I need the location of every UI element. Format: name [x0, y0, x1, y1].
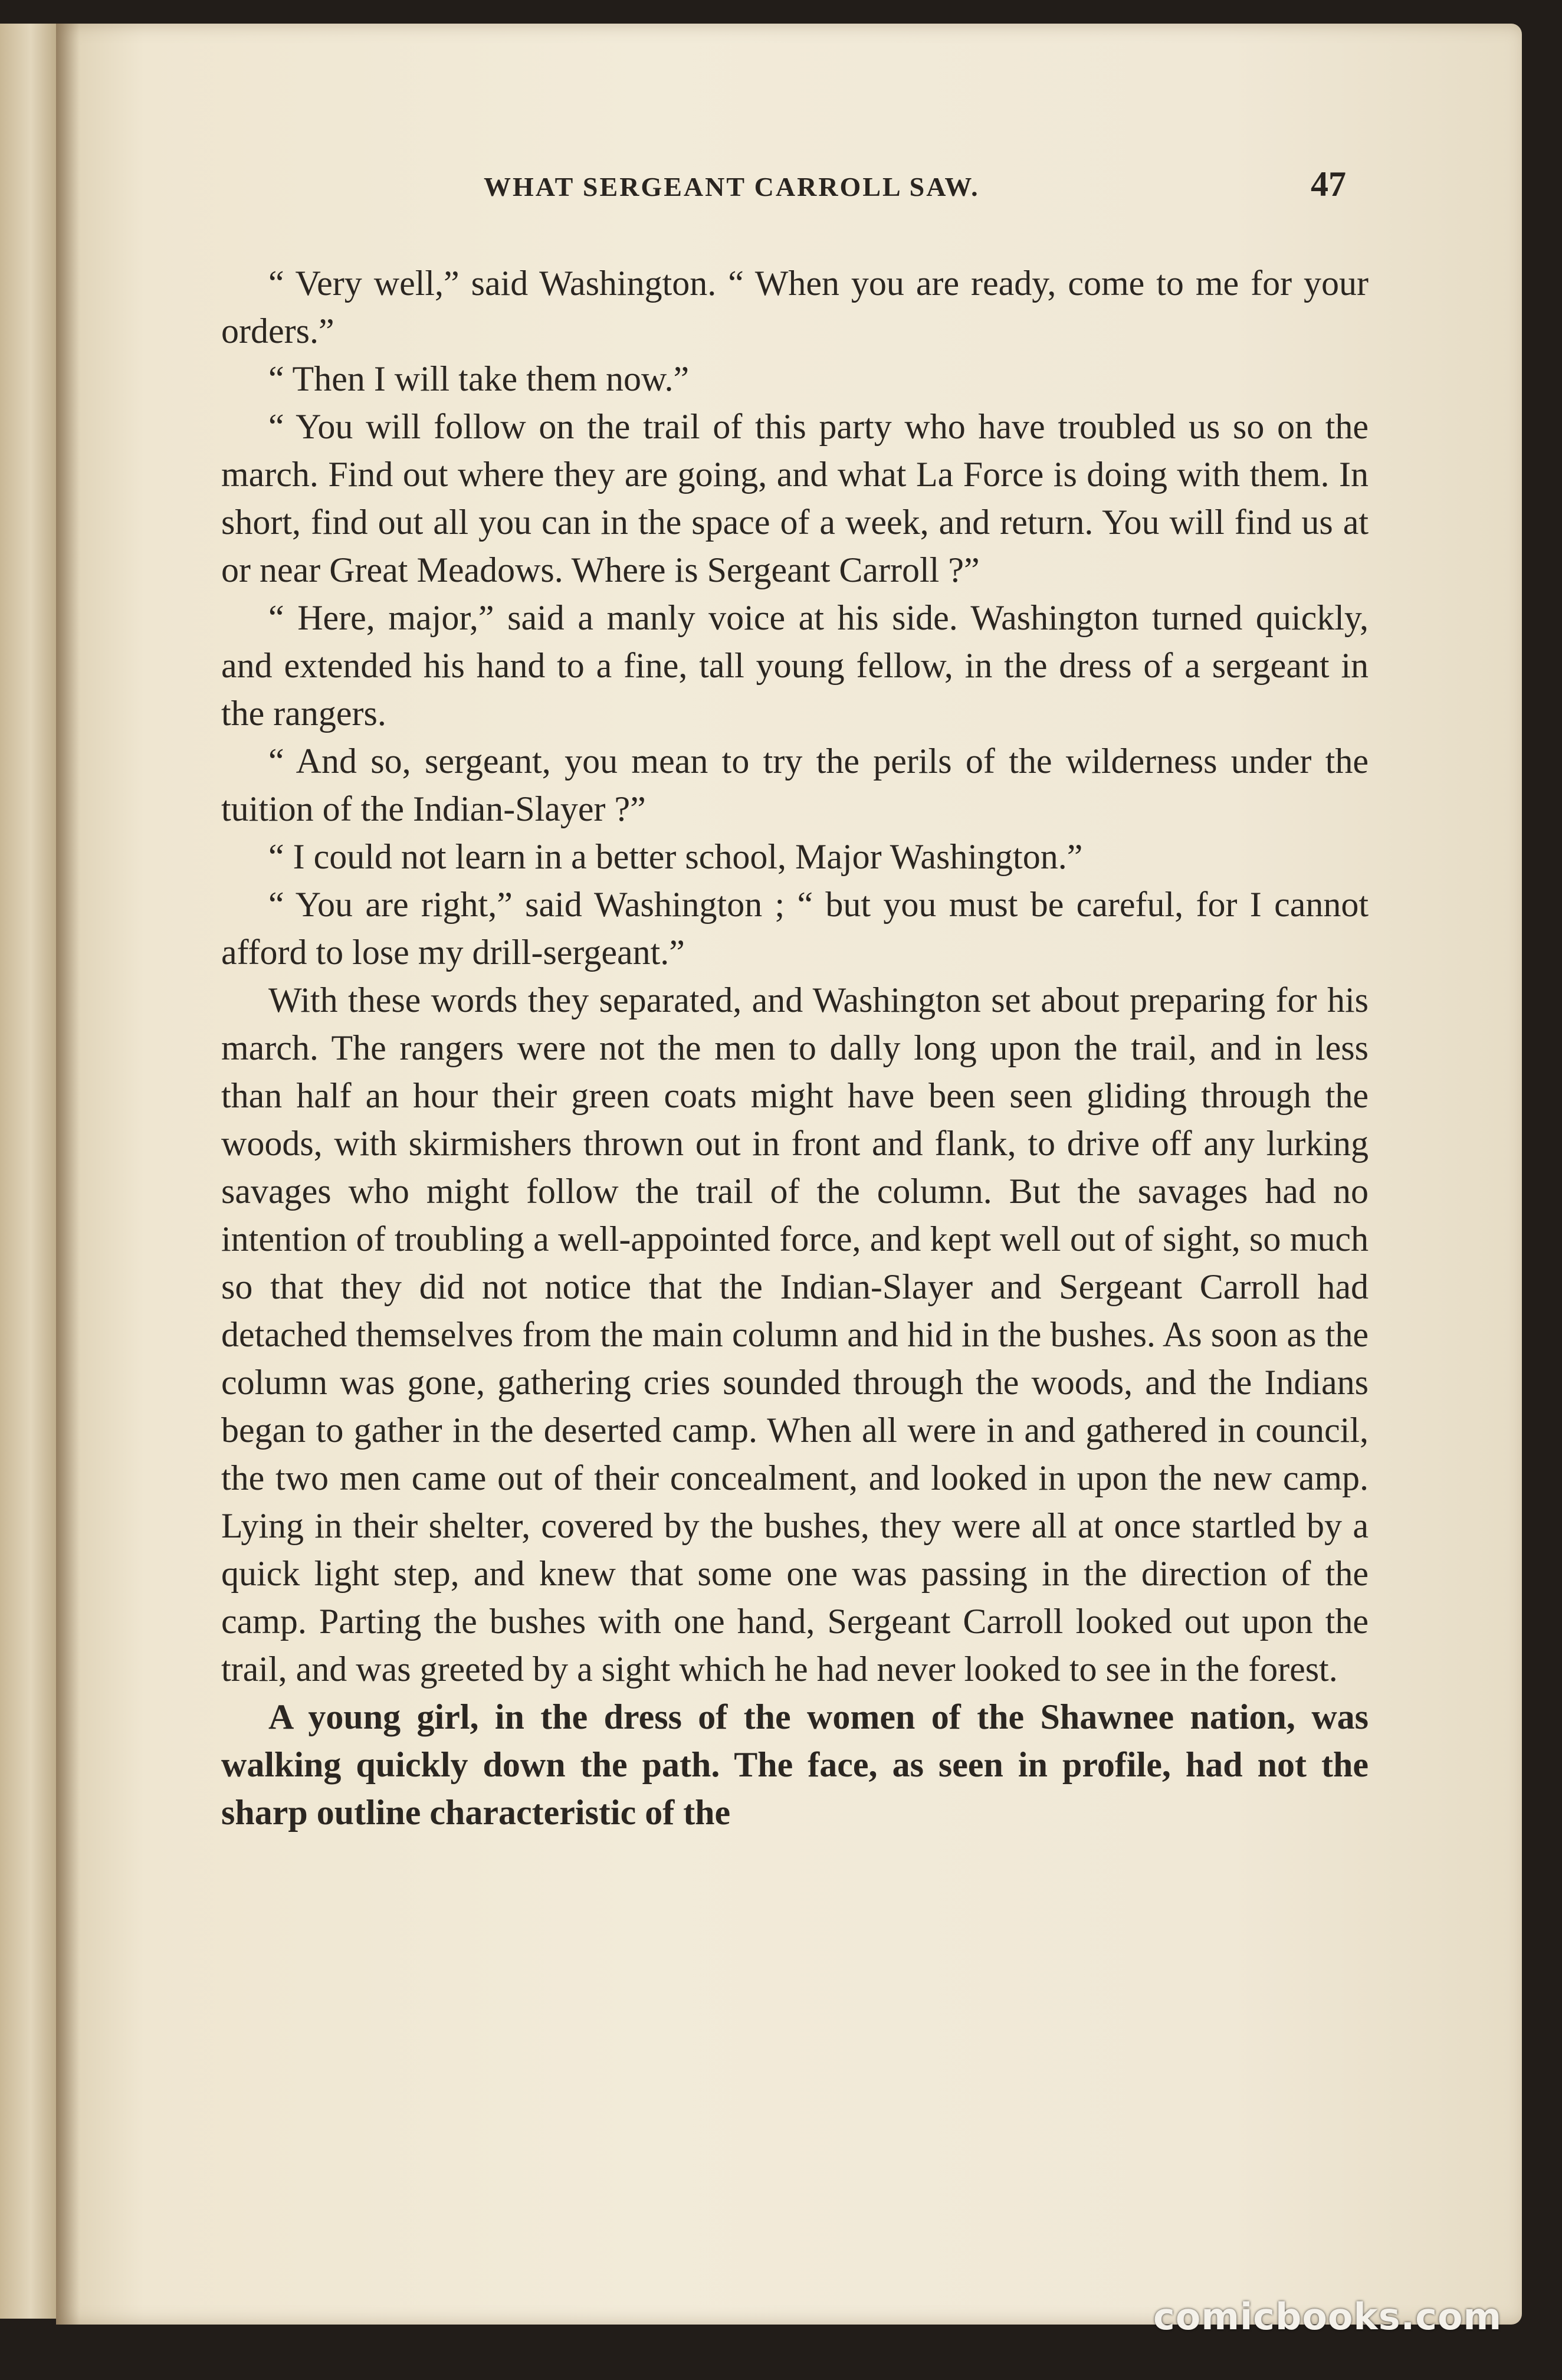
paragraph: “ You are right,” said Washington ; “ but you must be careful, for I cannot afford to lose my drill-sergeant.” [221, 885, 1369, 972]
watermark-text: comicbooks.com [1153, 2295, 1502, 2338]
binding-shadow [56, 24, 80, 2325]
paragraph: “ You will follow on the trail of this party who have troubled us so on the march. Find out where they are going, and what La Force is doing with them. In short, find out all you can in the space of a week, and return. You will find us at or near Great Meadows. Where is Sergeant Carroll ?” [221, 407, 1369, 589]
page-number: 47 [1311, 165, 1346, 204]
facing-page-edge [0, 24, 57, 2319]
paragraph: With these words they separated, and Washington set about preparing for his march. The rangers were not the men to dally long upon the trail, and in less than half an hour their green coats might have been seen gliding through the woods, with skirmishers thrown out in front and flank, to drive off any lurking savages who might follow the trail of the column. But the savages had no intention of troubling a well-appointed force, and kept well out of sight, so much so that they did not notice that the Indian-Slayer and Sergeant Carroll had detached themselves from the main column and hid in the bushes. As soon as the column was gone, gathering cries sounded through the woods, and the Indians began to gather in the deserted camp. When all were in and gathered in council, the two men came out of their concealment, and looked in upon the new camp. Lying in their shelter, covered by the bushes, they were all at once startled by a quick light step, and knew that some one was passing in the direction of the camp. Parting the bushes with one hand, Sergeant Carroll looked out upon the trail, and was greeted by a sight which he had never looked to see in the forest. [221, 981, 1369, 1689]
running-head: WHAT SERGEANT CARROLL SAW. [484, 172, 980, 202]
body-text [221, 260, 1369, 1837]
paragraph: A young girl, in the dress of the women of the Shawnee nation, was walking quickly down the path. The face, as seen in profile, had not the sharp outline characteristic of the [221, 1697, 1369, 1832]
paragraph: “ Here, major,” said a manly voice at his side. Washington turned quickly, and extended his hand to a fine, tall young fellow, in the dress of a sergeant in the rangers. [221, 598, 1369, 733]
paragraph: “ Then I will take them now.” [268, 359, 690, 398]
paragraph: “ And so, sergeant, you mean to try the perils of the wilderness under the tuition of the Indian-Slayer ?” [221, 742, 1369, 828]
paragraph: “ I could not learn in a better school, Major Washington.” [268, 837, 1083, 876]
paragraph: “ Very well,” said Washington. “ When you are ready, come to me for your orders.” [221, 264, 1369, 350]
